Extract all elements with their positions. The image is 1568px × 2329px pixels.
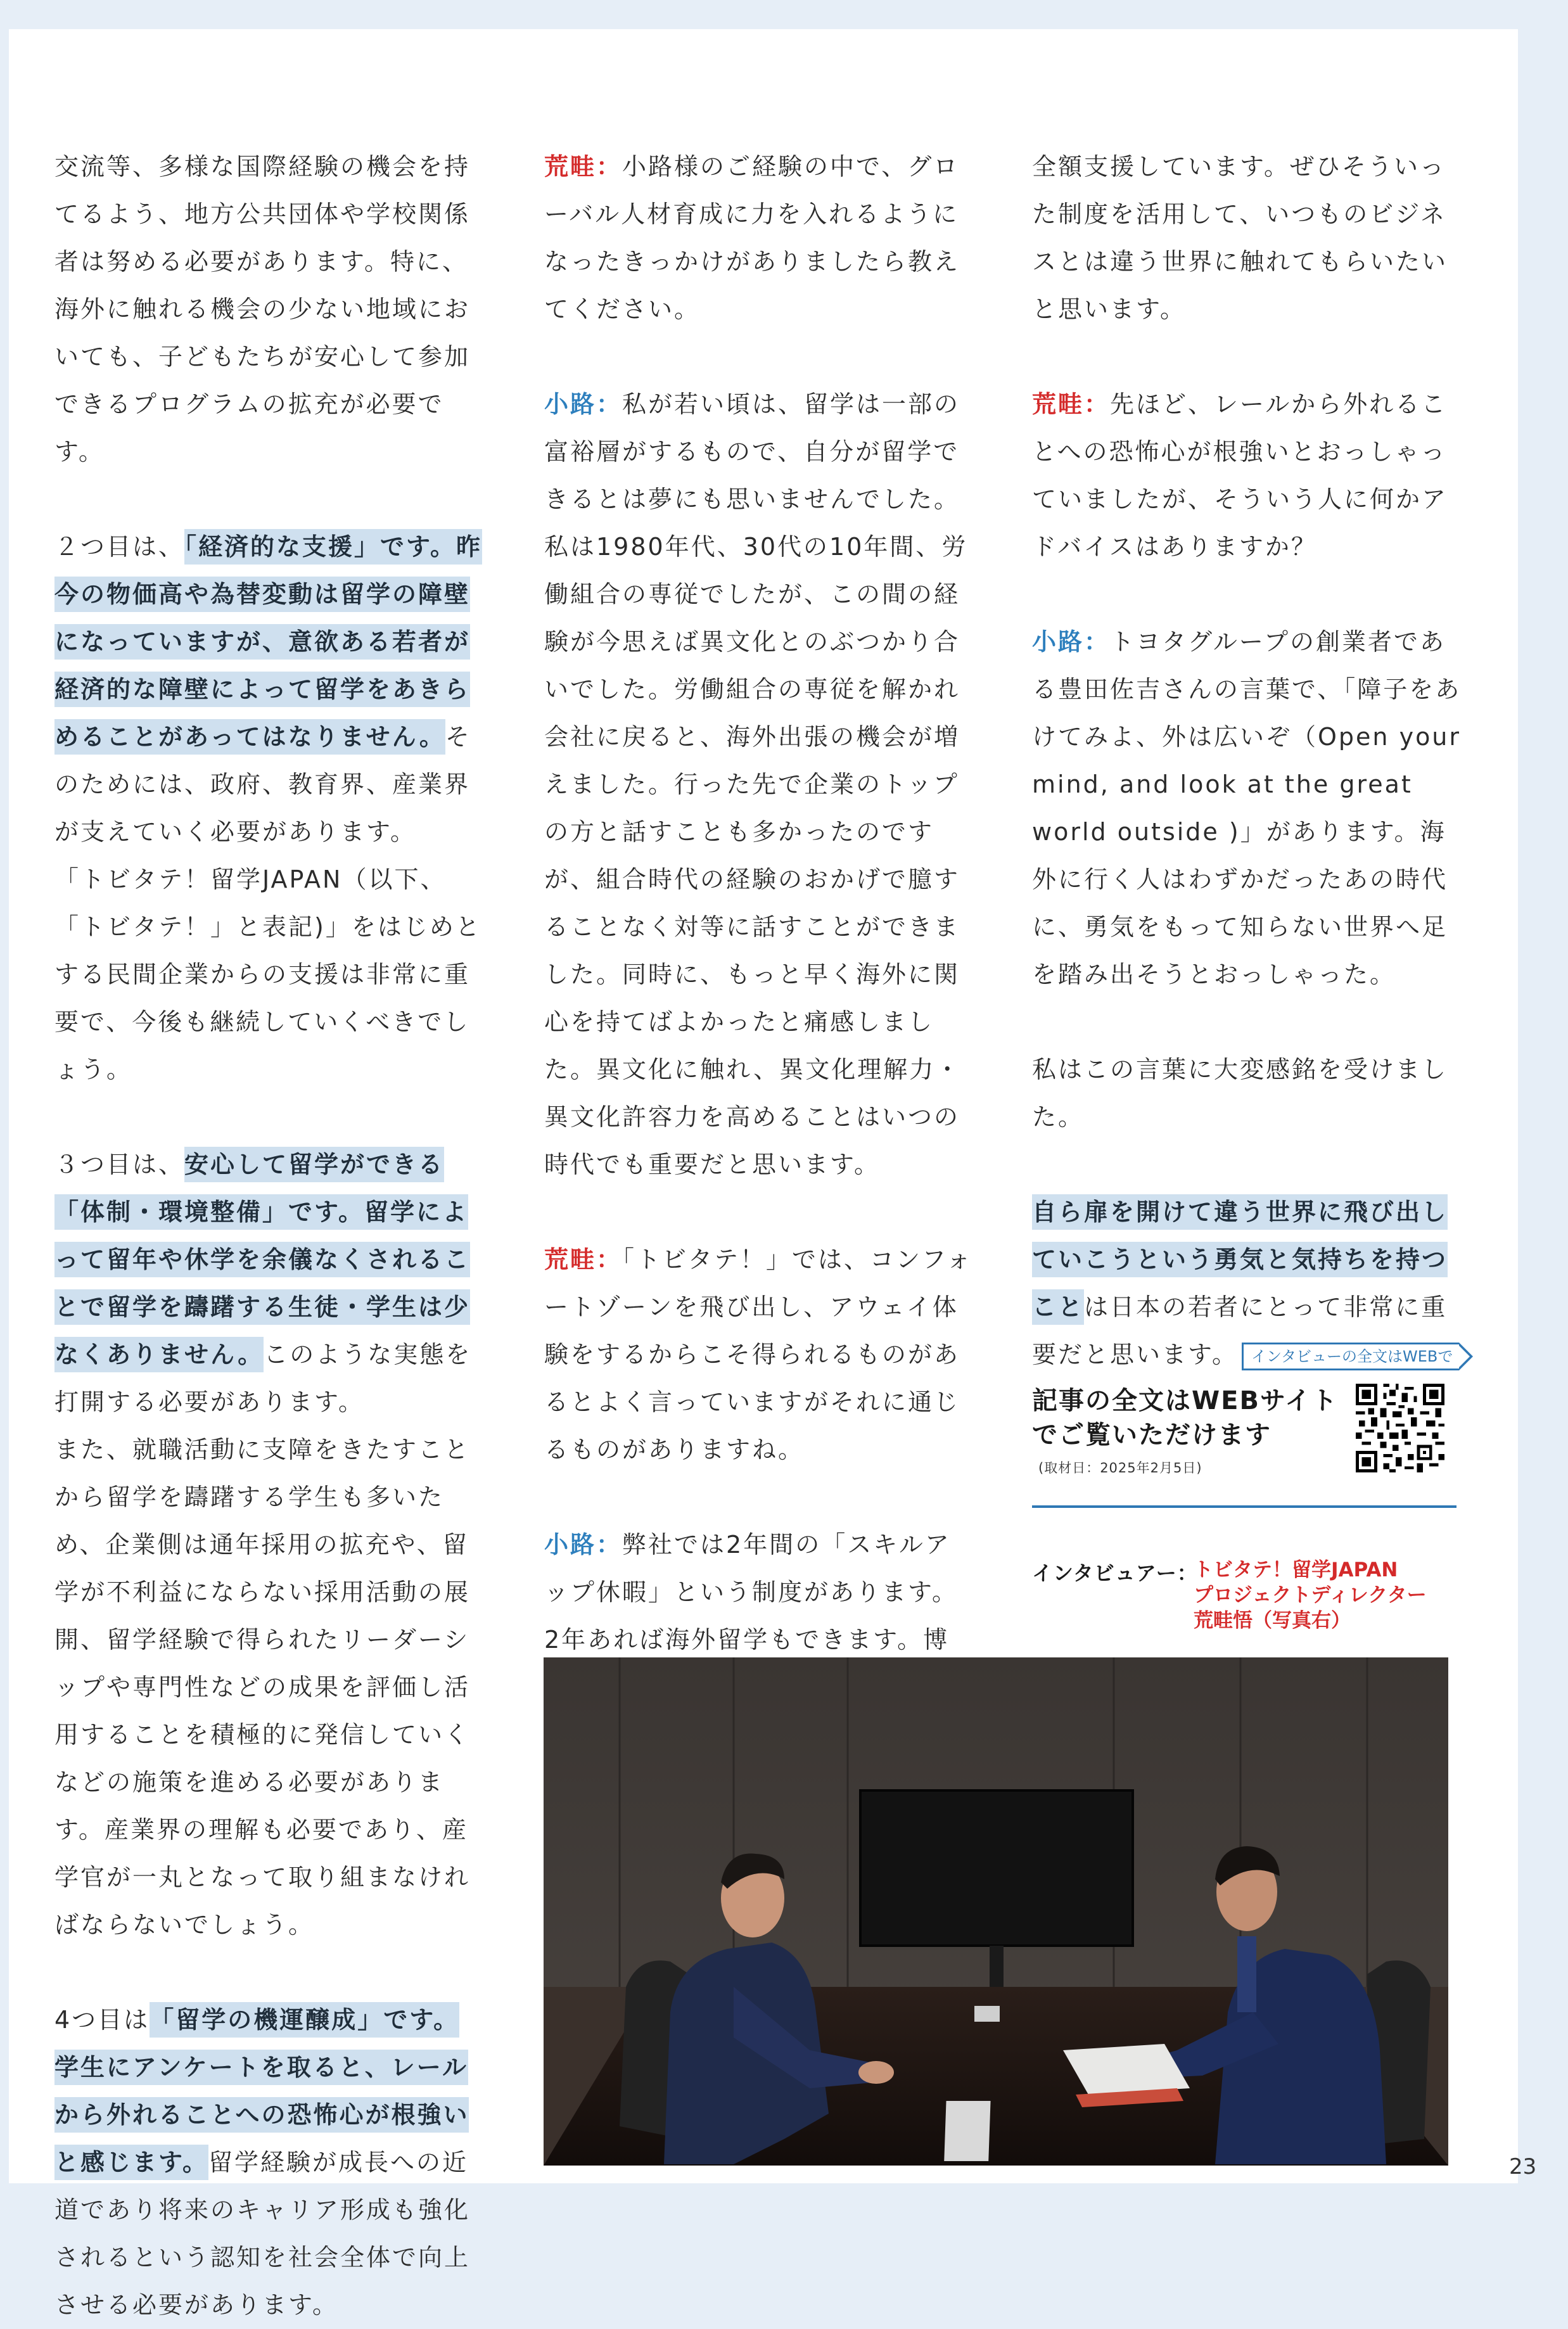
- speaker-label: 小路：: [544, 390, 623, 418]
- paragraph-environment: ３つ目は、安心して留学ができる「体制・環境整備」です。留学によって留年や休学を余儀なくされることで留学を躊躇する生徒・学生は少なくありません。このような実態を打開する必要があります。: [54, 1141, 485, 1426]
- interview-photo: [544, 1657, 1448, 2166]
- highlighted-text: 安心して留学ができる「体制・環境整備」です。留学によって留年や休学を余儀なくされることで留学を躊躇する生徒・学生は少なくありません。: [54, 1147, 470, 1372]
- qr-code-icon[interactable]: [1356, 1384, 1444, 1472]
- interviewer-credit: トビタテ！留学JAPAN プロジェクトディレクター 荒畦悟（写真右）: [1194, 1559, 1427, 1632]
- section-divider: [1032, 1505, 1456, 1508]
- highlighted-text: 自ら扉を開けて違う世界に飛び出していこうという勇気と気持ちを持つこと: [1032, 1194, 1448, 1325]
- interview-date: (取材日：2025年2月5日): [1038, 1460, 1202, 1476]
- column-2: [544, 143, 975, 1759]
- highlighted-text: 「経済的な支援」です。昨今の物価高や為替変動は留学の障壁になっていますが、意欲ある若者が経済的な障壁によって留学をあきらめることがあってはなりません。: [54, 529, 482, 755]
- speaker-label: 荒畦：: [1032, 390, 1111, 418]
- paragraph: 私はこの言葉に大変感銘を受けました。: [1032, 1056, 1448, 1131]
- dialogue-turn: 荒畦：「トビタテ！」では、コンフォートゾーンを飛び出し、アウェイ体験をするからこそ得られるものがあるとよく言っていますがそれに通じるものがありますね。: [544, 1246, 973, 1464]
- speaker-label: 荒畦：: [544, 153, 623, 181]
- dialogue-turn: 荒畦：小路様のご経験の中で、グローバル人材育成に力を入れるようになったきっかけがありましたら教えてください。: [544, 153, 960, 323]
- dialogue-turn: 小路：トヨタグループの創業者である豊田佐吉さんの言葉で、「障子をあけてみよ、外は広いぞ（Open your mind, and look at the great world outside )」があります。海外に行く人はわずかだったあの時代に、勇気をもって知らない世界へ足を踏み出そうとおっしゃった。: [1032, 628, 1462, 988]
- paragraph-conclusion: 自ら扉を開けて違う世界に飛び出していこうという勇気と気持ちを持つことは日本の若者にとって非常に重要だと思います。 インタビューの全文はWEBで: [1032, 1189, 1463, 1379]
- highlighted-text: 「留学の機運醸成」です。学生にアンケートを取ると、レールから外れることへの恐怖心が根強いと感じます。: [54, 2002, 469, 2180]
- speaker-label: 荒畦：: [544, 1246, 623, 1273]
- interviewer-label: インタビュアー：: [1032, 1561, 1198, 1585]
- page-sheet: [9, 29, 1518, 2319]
- dialogue-turn: 小路：私が若い頃は、留学は一部の富裕層がするもので、自分が留学できるとは夢にも思いませんでした。: [544, 390, 960, 513]
- dialogue-turn: 小路：弊社では2年間の「スキルアップ休暇」という制度があります。2年あれば海外留学もできます。博: [544, 1531, 958, 1654]
- web-interview-link[interactable]: インタビューの全文はWEBで: [1242, 1343, 1459, 1370]
- paragraph: 交流等、多様な国際経験の機会を持てるよう、地方公共団体や学校関係者は努める必要があります。特に、海外に触れる機会の少ない地域においても、子どもたちが安心して参加できるプログラムの拡充が必要です。: [54, 153, 471, 466]
- paragraph: 「トビタテ！留学JAPAN（以下、「トビタテ！」と表記)」をはじめとする民間企業からの支援は非常に重要で、今後も継続していくべきでしょう。: [54, 865, 481, 1083]
- speaker-label: 小路：: [544, 1531, 623, 1559]
- page-number: 23: [1509, 2154, 1537, 2179]
- paragraph-momentum: 4つ目は「留学の機運醸成」です。学生にアンケートを取ると、レールから外れることへの恐怖心が根強いと感じます。留学経験が成長への近道であり将来のキャリア形成も強化されるという認知を社会全体で向上させる必要があります。: [54, 1996, 485, 2329]
- dialogue-turn: 荒畦：先ほど、レールから外れることへの恐怖心が根強いとおっしゃっていましたが、そういう人に何かアドバイスはありますか？: [1032, 390, 1448, 561]
- paragraph: また、就職活動に支障をきたすことから留学を躊躇する学生も多いため、企業側は通年採用の拡充や、留学が不利益にならない採用活動の展開、留学経験で得られたリーダーシップや専門性などの成果を評価し活用することを積極的に発信していくなどの施策を進める必要があります。産業界の理解も必要であり、産学官が一丸となって取り組まなければならないでしょう。: [54, 1436, 471, 1939]
- speaker-label: 小路：: [1032, 628, 1111, 656]
- web-box-title: 記事の全文はWEBサイト でご覧いただけます: [1032, 1386, 1339, 1450]
- column-1: [54, 143, 485, 2329]
- paragraph-economic-support: ２つ目は、「経済的な支援」です。昨今の物価高や為替変動は留学の障壁になっていますが、意欲ある若者が経済的な障壁によって留学をあきらめることがあってはなりません。そのためには、政府、教育界、産業界が支えていく必要があります。: [54, 523, 485, 856]
- paragraph: 全額支援しています。ぜひそういった制度を活用して、いつものビジネスとは違う世界に触れてもらいたいと思います。: [1032, 153, 1448, 323]
- paragraph: 私は1980年代、30代の10年間、労働組合の専従でしたが、この間の経験が今思えば異文化とのぶつかり合いでした。労働組合の専従を解かれ会社に戻ると、海外出張の機会が増えました。行った先で企業のトップの方と話すことも多かったのですが、組合時代の経験のおかげで臆することなく対等に話すことができました。同時に、もっと早く海外に関心を持てばよかったと痛感しました。異文化に触れ、異文化理解力・異文化許容力を高めることはいつの時代でも重要だと思います。: [544, 533, 968, 1178]
- column-3: [1032, 143, 1463, 1379]
